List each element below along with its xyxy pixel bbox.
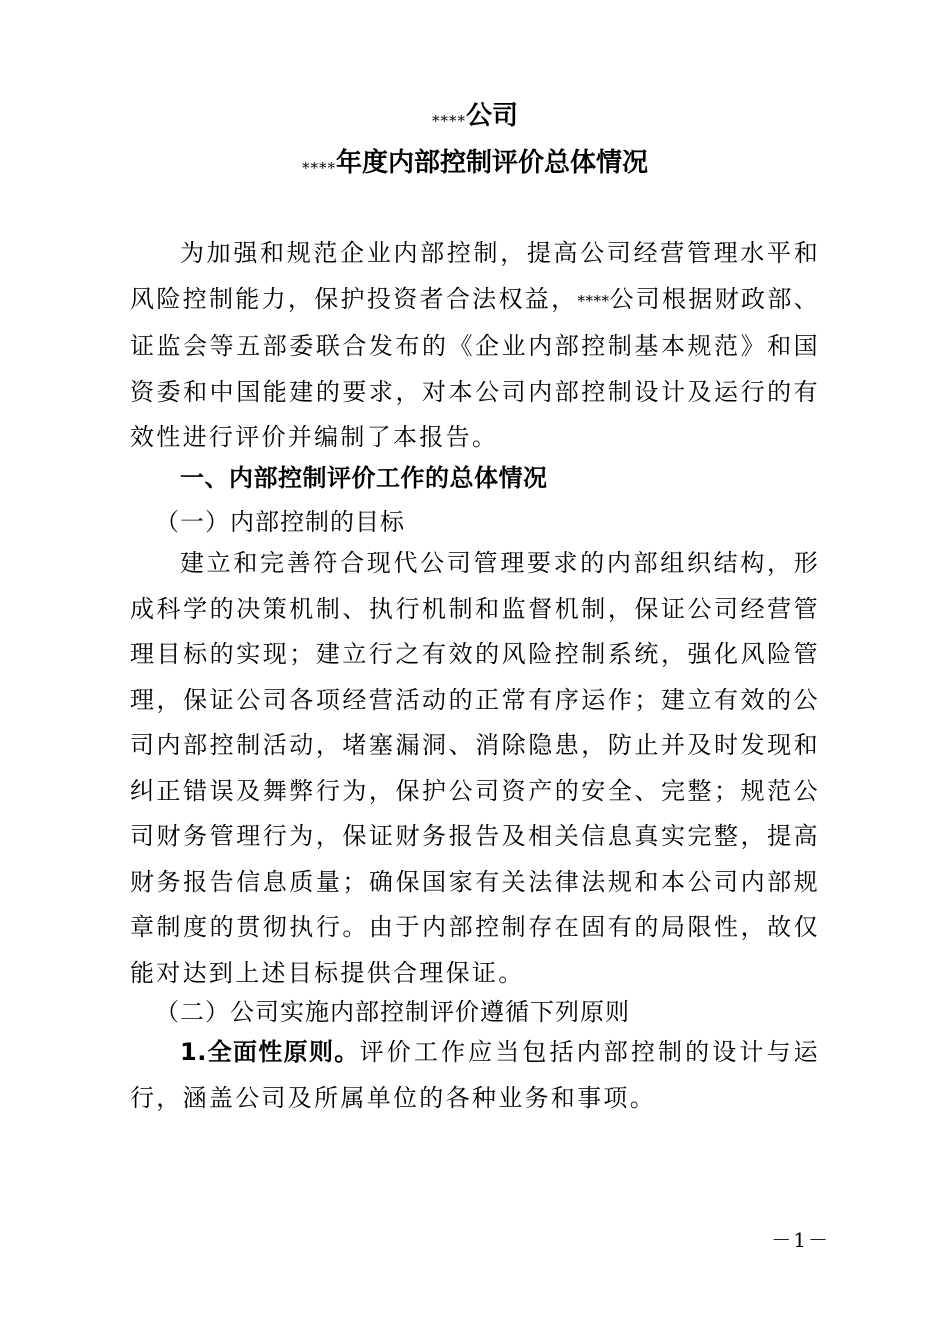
- document-title-company: [0, 98, 950, 139]
- principle-comprehensive-lead: 1.全面性原则。: [180, 1038, 360, 1066]
- intro-text-part1: 为加强和规范企业内部控制，提高公司经营管理水平和风险控制能力，保护投资者合法权益，: [130, 239, 820, 313]
- title-company-placeholder: ****: [431, 112, 466, 130]
- section-heading-overview: 一、内部控制评价工作的总体情况: [180, 464, 548, 492]
- title-report-text: 年度内部控制评价总体情况: [335, 148, 648, 178]
- document-title-report: [0, 145, 950, 186]
- subheading-principles: （二）公司实施内部控制评价遵循下列原则: [155, 998, 630, 1026]
- page-number: －1－: [771, 1228, 830, 1252]
- intro-text-part2: 公司根据财政部、证监会等五部委联合发布的《企业内部控制基本规范》和国资委和中国能建的要求，对本公司内部控制设计及运行的有效性进行评价并编制了本报告。: [130, 284, 820, 451]
- subheading-objectives: （一）内部控制的目标: [155, 508, 405, 536]
- objectives-paragraph: 建立和完善符合现代公司管理要求的内部组织结构，形成科学的决策机制、执行机制和监督机制，保证公司经营管理目标的实现；建立行之有效的风险控制系统，强化风险管理，保证公司各项经营活动的正常有序运作；建立有效的公司内部控制活动，堵塞漏洞、消除隐患，防止并及时发现和纠正错误及舞弊行为，保护公司资产的安全、完整；规范公司财务管理行为，保证财务报告及相关信息真实完整，提高财务报告信息质量；确保国家有关法律法规和本公司内部规章制度的贯彻执行。由于内部控制存在固有的局限性，故仅能对达到上述目标提供合理保证。: [130, 549, 820, 987]
- intro-company-placeholder: ****: [577, 291, 610, 310]
- title-year-placeholder: ****: [301, 159, 336, 177]
- intro-paragraph: [130, 231, 820, 461]
- principle-comprehensive-text: 评价工作应当包括内部控制的设计与运行，涵盖公司及所属单位的各种业务和事项。: [130, 1038, 820, 1112]
- title-company-text: 公司: [465, 101, 518, 131]
- principle-comprehensive-paragraph: [130, 1030, 820, 1121]
